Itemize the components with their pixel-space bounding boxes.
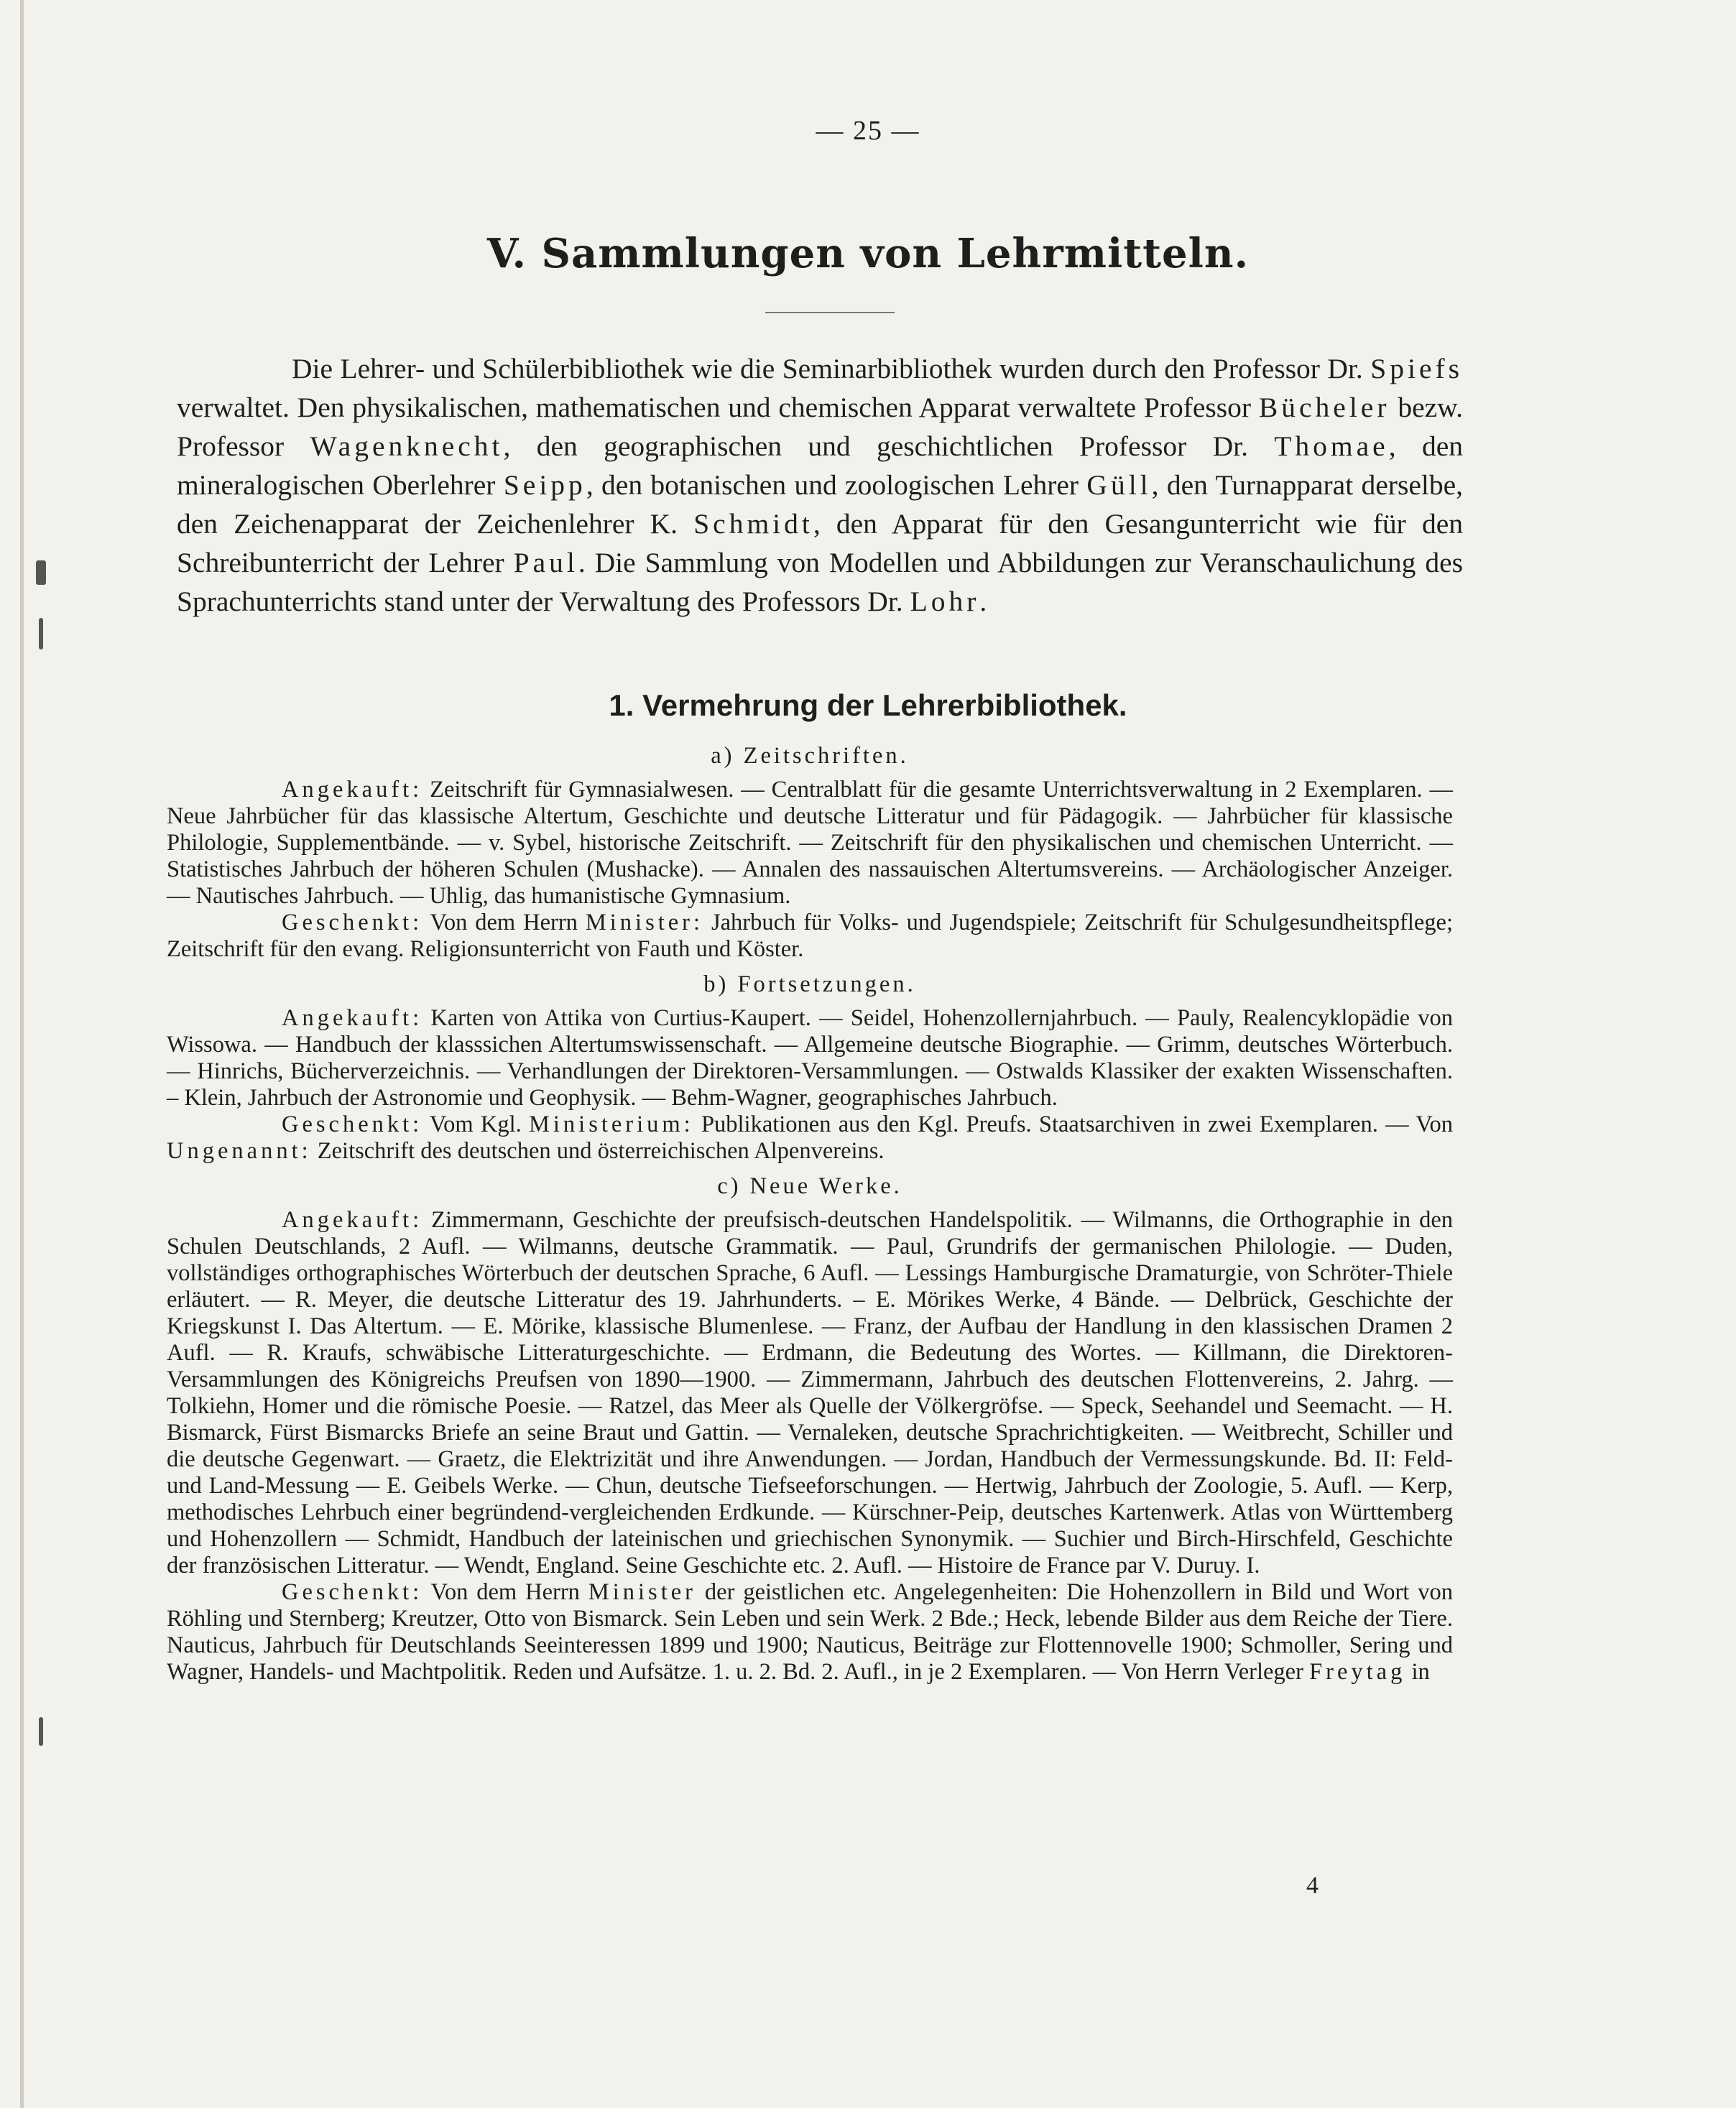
name-spaced: Thomae: [1274, 430, 1389, 462]
name-spaced: Spiefs: [1370, 353, 1463, 384]
name-spaced: Bücheler: [1258, 392, 1390, 423]
page-edge-shadow: [20, 0, 24, 2108]
heading-continuations: b) Fortsetzungen.: [703, 971, 916, 997]
name-spaced: Paul: [513, 547, 578, 578]
name-spaced: Güll: [1086, 469, 1152, 501]
paragraph-continuations-donated: Geschenkt: Vom Kgl. Ministerium: Publikationen aus den Kgl. Preufs. Staatsarchiven in zwei Exemplaren. — Von Ungenannt: Zeitschrift des deutschen und österreichischen Alpenvereins.: [167, 1111, 1453, 1164]
paragraph-periodicals-donated: Geschenkt: Von dem Herrn Minister: Jahrbuch für Volks- und Jugendspiele; Zeitschrift für Schulgesundheitspflege; Zeitschrift für den evang. Religionsunterricht von Fauth und Köster.: [167, 910, 1453, 962]
name-spaced: Wagenknecht: [310, 430, 504, 462]
paragraph-new-works-donated: Geschenkt: Von dem Herrn Minister der geistlichen etc. Angelegenheiten: Die Hohenzollern in Bild und Wort von Röhling und Sternberg; Kreutzer, Otto von Bismarck. Sein Leben und sein Werk. 2 Bde.; Heck, lebende Bilder aus dem Reiche der Tiere. Nauticus, Jahrbuch für Deutschlands Seeinteressen 1899 und 1900; Nauticus, Beiträge zur Flottennovelle 1900; Schmoller, Sering und Wagner, Handels- und Machtpolitik. Reden und Aufsätze. 1. u. 2. Bd. 2. Aufl., in je 2 Exemplaren. — Von Herrn Verleger Freytag in: [167, 1579, 1453, 1685]
name-spaced: Seipp: [503, 469, 586, 501]
title-divider: [765, 312, 895, 313]
name-spaced: Lohr: [910, 586, 980, 617]
paragraph-new-works-purchased: Angekauft: Zimmermann, Geschichte der preufsisch-deutschen Handelspolitik. — Wilmanns, die Orthographie in den Schulen Deutschlands, 2 Aufl. — Wilmanns, deutsche Grammatik. — Paul, Grundrifs der germanischen Philologie. — Duden, vollständiges orthographisches Wörterbuch der deutschen Sprache, 6 Aufl. — Lessings Hamburgische Dramaturgie, von Schröter-Thiele erläutert. — R. Meyer, die deutsche Litteratur des 19. Jahrhunderts. – E. Mörikes Werke, 4 Bände. — Delbrück, Geschichte der Kriegskunst I. Das Altertum. — E. Mörike, klassische Blumenlese. — Franz, der Aufbau der Handlung in den klassischen Dramen 2 Aufl. — R. Kraufs, schwäbische Litteraturgeschichte. — Erdmann, die Bedeutung des Wortes. — Killmann, die Direktoren-Versammlungen des Königreichs Preufsen von 1890—1900. — Zimmermann, Jahrbuch des deutschen Flottenvereins, 2. Jahrg. — Tolkiehn, Homer und die römische Poesie. — Ratzel, das Meer als Quelle der Völkergröfse. — Speck, Seehandel und Seemacht. — H. Bismarck, Fürst Bismarcks Briefe an seine Braut und Gattin. — Vernaleken, deutsche Sprachrichtigkeiten. — Weitbrecht, Schiller und die deutsche Gegenwart. — Graetz, die Elektrizität und ihre Anwendungen. — Jordan, Handbuch der Vermessungskunde. Bd. II: Feld- und Land-Messung — E. Geibels Werke. — Chun, deutsche Tiefseeforschungen. — Hertwig, Jahrbuch der Zoologie, 5. Aufl. — Kerp, methodisches Lehrbuch einer begründend-vergleichenden Erdkunde. — Kürschner-Peip, deutsches Kartenwerk. Atlas von Württemberg und Hohenzollern — Schmidt, Handbuch der lateinischen und griechischen Synonymik. — Suchier und Birch-Hirschfeld, Geschichte der französischen Litteratur. — Wendt, England. Seine Geschichte etc. 2. Aufl. — Histoire de France par V. Duruy. I.: [167, 1207, 1453, 1578]
margin-mark: [39, 618, 43, 649]
heading-new-works: c) Neue Werke.: [717, 1173, 902, 1199]
heading-periodicals: a) Zeitschriften.: [711, 743, 909, 769]
paragraph-periodicals-purchased: Angekauft: Zeitschrift für Gymnasialwesen. — Centralblatt für die gesamte Unterrichtsverwaltung in 2 Exemplaren. — Neue Jahrbücher für das klassische Altertum, Geschichte und deutsche Litteratur und für Pädagogik. — Jahrbücher für klassische Philologie, Supplementbände. — v. Sybel, historische Zeitschrift. — Zeitschrift für den physikalischen und chemischen Unterricht. — Statistisches Jahrbuch der höheren Schulen (Mushacke). — Annalen des nassauischen Altertumsvereins. — Archäologischer Anzeiger. — Nautisches Jahrbuch. — Uhlig, das humanistische Gymnasium.: [167, 777, 1453, 909]
intro-paragraph: Die Lehrer- und Schülerbibliothek wie die Seminarbibliothek wurden durch den Professor Dr. Spiefs verwaltet. Den physikalischen, mathematischen und chemischen Apparat verwaltete Professor Bücheler bezw. Professor Wagenknecht, den geographischen und geschichtlichen Professor Dr. Thomae, den mineralogischen Oberlehrer Seipp, den botanischen und zoologischen Lehrer Güll, den Turnapparat derselbe, den Zeichenapparat der Zeichenlehrer K. Schmidt, den Apparat für den Gesangunterricht wie für den Schreibunterricht der Lehrer Paul. Die Sammlung von Modellen und Abbildungen zur Veranschaulichung des Sprachunterrichts stand unter der Verwaltung des Professors Dr. Lohr.: [177, 353, 1463, 617]
name-spaced: Schmidt: [693, 508, 813, 540]
margin-mark: [36, 560, 46, 585]
margin-mark: [39, 1717, 43, 1746]
section-title: V. Sammlungen von Lehrmitteln.: [486, 230, 1250, 277]
page-number: — 25 —: [816, 116, 920, 146]
signature-mark: 4: [1306, 1872, 1319, 1899]
library-acquisitions: [167, 734, 1453, 1686]
subsection-heading: 1. Vermehrung der Lehrerbibliothek.: [609, 688, 1127, 722]
paragraph-continuations-purchased: Angekauft: Karten von Attika von Curtius-Kaupert. — Seidel, Hohenzollernjahrbuch. — Pauly, Realencyklopädie von Wissowa. — Handbuch der klasssichen Altertumswissenschaft. — Allgemeine deutsche Biographie. — Grimm, deutsches Wörterbuch. — Hinrichs, Bücherverzeichnis. — Verhandlungen der Direktoren-Versammlungen. — Ostwalds Klassiker der exakten Wissenschaften. – Klein, Jahrbuch der Astronomie und Geophysik. — Behm-Wagner, geographisches Jahrbuch.: [167, 1005, 1453, 1111]
